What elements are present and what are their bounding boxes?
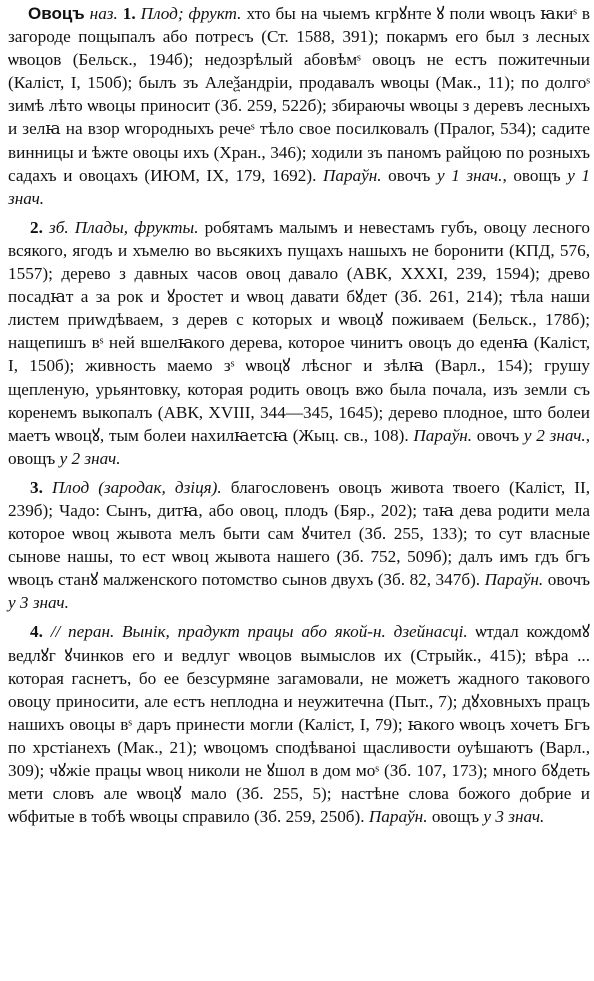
sense-citations: хто бы на чыемъ кгрꙋнте ꙋ поли ѡвоцъ ꙗкиˢ в загороде пощыпалъ або потресъ (Ст. 1588, 391); покармъ его был з лесных ѡвоцов (Бельск., 194б); недозрѣлый абовѣмˢ овоцъ не естъ пожитечныи (Каліст, I, 150б); былъ зъ Алеѯандріи, продавалъ ѡвоцы (Мак., 11); по долгоˢ зимѣ лѣто ѡвоцы приносит (Зб. 259, 522б); збираючы ѡвоцы з деревъ лесныхъ и зелꙗ на взор ѡгородныхъ речеˢ тѣло свое посилковалъ (Пралог, 534); садите винницы и ѣжте овоцы ихъ (Хран., 346); ходили зъ паномъ райцою по розныхъ садахъ и овоцахъ (ИЮМ, IX, 179, 1692). xyxy=(8,4,591,185)
sense-definition: Плод; фрукт. xyxy=(140,4,242,23)
cross-ref-word: овочъ xyxy=(543,570,590,590)
sense-1 xyxy=(8,2,590,210)
cross-ref-label: Параўн. xyxy=(484,570,544,590)
cross-ref-sense: у 1 знач. xyxy=(437,165,503,185)
sense-number: 4. xyxy=(30,622,43,642)
cross-ref-word: овочъ xyxy=(381,165,438,185)
sense-number: 3. xyxy=(30,477,43,497)
cross-ref-word-2: , овощъ xyxy=(502,165,568,185)
sense-definition: зб. Плады, фрукты. xyxy=(48,217,199,237)
sense-citations: ѡтдал кождомꙋ ведлꙋг ꙋчинков его и ведлуг ѡвоцов вымыслов их (Стрыйк., 415); вѣра ... которая гаснетъ, бо ее безсурмяне загамовали, не можетъ жадного такового овоцу приносити, але естъ неплодна и неужитечна (Пыт., 7); дꙋховныхъ працъ нашихъ овоцы вˢ даръ принести могли (Каліст, I, 79); ꙗкого ѡвоцъ хочетъ Бгъ по хрстіанехъ (Мак., 21); ѡвоцомъ сподѣваноі щасливости оуѣшаютъ (Варл., 309); чꙋжіе працы ѡвоц николи не ꙋшол в дом моˢ (Зб. 107, 173); много бꙋдеть мети словъ але ѡвоцꙋ мало (Зб. 255, 5); настѣне слова божого добрие и ѡбфитые в тобѣ ѡвоцы справило (Зб. 259, 250б). xyxy=(8,622,590,827)
cross-ref-word: овощъ xyxy=(427,807,484,827)
sense-citations: благословенъ овоцъ живота твоего (Каліст, II, 239б); Чадо: Сынъ, дитꙗ, або овоц, плодъ (Бяр., 202); таꙗ дева родити мела которое ѡвоц жывота мелъ быти сам ꙋчител (Зб. 255, 133); то сут власные сынове нашы, то ест ѡвоц жывота нашего (Зб. 752, 509б); далъ имъ гдъ бгъ ѡвоцъ станꙋ малженского потомство сынов двухъ (Зб. 82, 347б). xyxy=(8,477,591,590)
sense-number: 1. xyxy=(122,4,136,23)
sense-definition: Плод (зародак, дзіця). xyxy=(51,477,222,497)
cross-ref-word-2: , овощъ xyxy=(8,425,590,468)
cross-ref-sense: у 2 знач. xyxy=(523,425,586,445)
cross-ref-sense-2: у 2 знач. xyxy=(59,448,121,468)
cross-ref-sense-2: у 1 знач. xyxy=(8,165,590,208)
cross-ref-sense: у 3 знач. xyxy=(483,807,545,827)
cross-ref-word: овочъ xyxy=(472,425,524,445)
sense-3 xyxy=(8,476,590,615)
cross-ref-sense: у 3 знач. xyxy=(8,593,69,613)
cross-ref-label: Параўн. xyxy=(413,425,473,445)
cross-ref-label: Параўн. xyxy=(368,807,428,827)
sense-citations: робятамъ малымъ и невестамъ губъ, овоцу лесного всякого, ягодъ и хъмелю во вьсякихъ пущахъ нашыхъ не боронити (КПД, 576, 1557); дерево з давных часов овоц давало (АВК, XXXI, 239, 1594); древо посадꙗт а за рок и ꙋростет и ѡвоц давати бꙋдет (Зб. 261, 214); тѣла наши листем приwдѣваем, з дерев с которых и ѡвоцꙋ поживаем (Бельск., 178б); нащепишъ вˢ ней вшелꙗкого дерева, которое чинитъ овоцъ до еденꙗ (Каліст, I, 150б); живность маемо зˢ ѡвоцꙋ лѣсног и зѣлꙗ (Варл., 154); грушу щепленую, урьянтовку, которая родить овоцъ вжо была почала, изъ земли съ коренемъ выкопалъ (АВК, XVIII, 344—345, 1645); дерево плодное, што болеи маетъ ѡвоцꙋ, тым болеи нахилꙗетсꙗ (Жыц. св., 108). xyxy=(8,217,591,445)
headword: Овоцъ xyxy=(28,4,85,23)
sense-definition: // перан. Вынік, прадукт працы або якой-н. дзейнасці. xyxy=(50,622,468,642)
grammar-label: наз. xyxy=(89,4,118,23)
sense-2 xyxy=(8,216,590,470)
cross-ref-label: Параўн. xyxy=(322,165,382,185)
sense-4 xyxy=(8,620,590,828)
sense-number: 2. xyxy=(30,217,43,237)
